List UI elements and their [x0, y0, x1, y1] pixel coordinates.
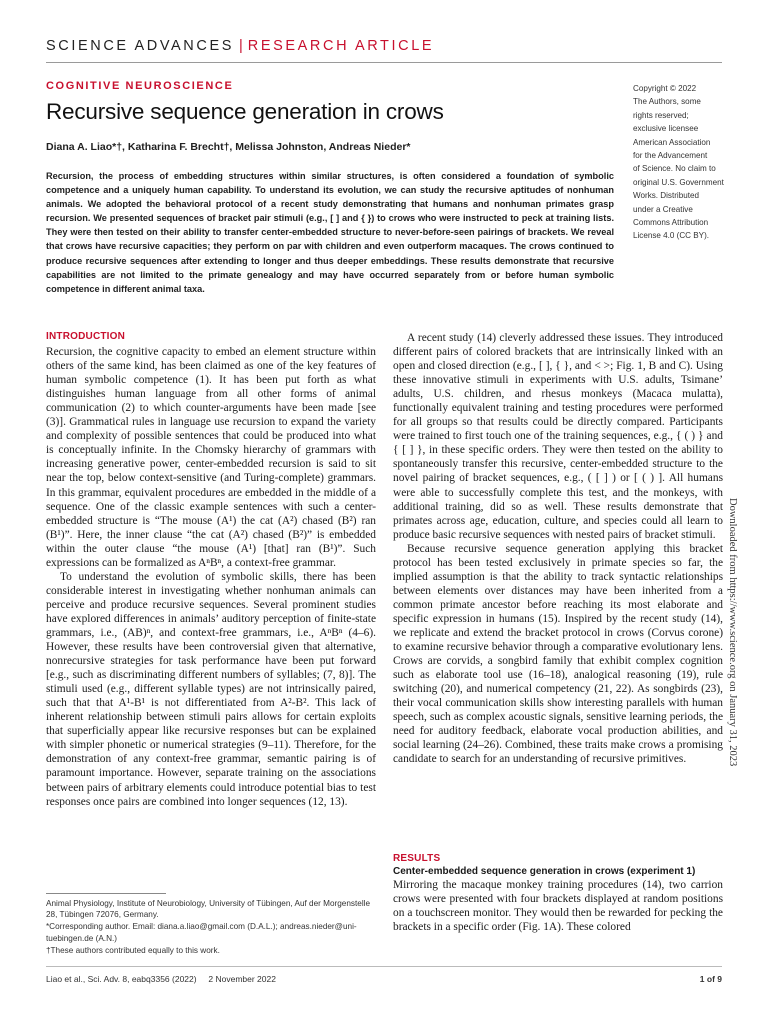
copyright-line: License 4.0 (CC BY).: [633, 231, 710, 241]
left-column: [46, 330, 376, 809]
right-paragraph-2: Because recursive sequence generation applying this bracket protocol has been tested exclusively in primate species so far, the implied assumption is that the ability to track syntactic relationships between elements over distances may have been inherited from a common primate ancestor before reaching its most elaborate and specific expression in humans (15). Inspired by the recent study (14), we replicate and extend the bracket protocol in crows (Corvus corone) to examine recursive behavior through a comparative evolutionary lens. Crows are corvids, a songbird family that exhibit complex cognition such as elaborate tool use (16–18), analogical reasoning (19), rule switching (20), and numerical competency (21, 22). As songbirds (23), their vocal communication skills show interesting parallels with human speech, such as complex acoustic signals, sensitive learning periods, the need for auditory feedback, elaborate vocal production abilities, and social learning (24–26). Combined, these traits make crows a promising candidate to search for an understanding of recursive primitives.: [393, 542, 723, 766]
copyright-line: The Authors, some: [633, 97, 701, 107]
article-category: COGNITIVE NEUROSCIENCE: [46, 80, 234, 92]
right-column: [393, 331, 723, 766]
copyright-line: original U.S. Government: [633, 177, 724, 187]
header-separator: |: [238, 38, 243, 54]
corresponding-author-note: *Corresponding author. Email: diana.a.liao@gmail.com (D.A.L.); andreas.nieder@uni-tuebingen.de (A.N.): [46, 922, 357, 943]
footnote-divider: [46, 893, 166, 894]
affiliation-note: Animal Physiology, Institute of Neurobiology, University of Tübingen, Auf der Morgenstelle 28, Tübingen 72076, Germany.: [46, 899, 371, 920]
journal-name: SCIENCE ADVANCES: [46, 38, 234, 54]
copyright-line: exclusive licensee: [633, 124, 699, 134]
results-section: [393, 853, 723, 934]
copyright-line: rights reserved;: [633, 110, 689, 120]
page-number: 1 of 9: [699, 974, 722, 984]
results-subheading: Center-embedded sequence generation in crows (experiment 1): [393, 866, 696, 877]
abstract: Recursion, the process of embedding structures within similar structures, is often considered a foundation of symbolic competence and a uniquely human capability. To understand its evolution, we can study the recursive aptitudes of nonhuman animals. We adopted the behavioral protocol of a recent study demonstrating that humans and nonhuman primates grasp recursion. We presented sequences of bracket pair stimuli (e.g., [ ] and { }) to crows who were instructed to peck at training lists. They were then tested on their ability to transfer center-embedded structure to never-before-seen pairings of brackets. We reveal that crows have recursive capacities; they perform on par with children and even outperform macaques. The crows continued to produce recursive sequences after extending to longer and thus deeper embeddings. These results demonstrate that recursive capabilities are not limited to the primate genealogy and may have occurred separately from or before human symbolic competence in different animal taxa.: [46, 171, 614, 294]
copyright-line: Copyright © 2022: [633, 84, 697, 93]
copyright-line: for the Advancement: [633, 151, 708, 161]
copyright-line: under a Creative: [633, 204, 693, 214]
introduction-heading: INTRODUCTION: [46, 331, 126, 342]
copyright-line: American Association: [633, 137, 711, 147]
article-type: RESEARCH ARTICLE: [247, 38, 435, 54]
equal-contribution-note: †These authors contributed equally to this work.: [46, 945, 220, 955]
copyright-line: of Science. No claim to: [633, 164, 716, 174]
header-divider: [46, 62, 722, 63]
download-watermark: Downloaded from https://www.science.org on January 31, 2023: [727, 498, 738, 767]
footnotes: [46, 898, 381, 957]
copyright-line: Works. Distributed: [633, 191, 699, 201]
article-title: Recursive sequence generation in crows: [46, 99, 444, 124]
introduction-paragraph-2: To understand the evolution of symbolic skills, there has been considerable interest in investigating whether nonhuman animals can perceive and produce recursive sequences. Several prominent studies have explored differences in animals’ auditory perception of finite-state grammars, i.e., (AB)ⁿ, and context-free grammars, i.e., AⁿBⁿ (4–6). However, these results have been controversial given that alternative, nonrecursive strategies for task performance have been put forward [e.g., such as discriminating different numbers of syllables; (7, 8)]. The stimuli used (e.g., different syllable types) are not intrinsically paired, such that that A¹-B¹ is not differentiated from A²-B². This lack of inherent relationship between stimuli pairs allows for certain exploits that superficially appear like recursive responses but can be explained with simpler phonetic or numerical strategies (9–11). Therefore, for the demonstration of any context-free grammar, semantic pairing is of paramount importance. However, separate training on the associations between pairs of arbitrary elements could introduce potential bias to test responses once pairs are combined into longer sequences (12, 13).: [46, 570, 376, 808]
introduction-paragraph-1: Recursion, the cognitive capacity to embed an element structure within others of the same kind, has been claimed as one of the key features of human symbolic competence (1). It has been put forth as what distinguishes human language from all other forms of animal communication (2) to which counter-arguments have been made [see (3)]. Grammatical rules in language use recursion to expand the variety and complexity of possible sentences that could be produced into what is conceptually infinite. In the Chomsky hierarchy of grammars with increasing generative power, center-embedded recursion is said to sit near the top, below context-sensitive (and Turing-complete) grammars. In this grammar, equivalent procedures are embedded in the middle of a sequence. One of the classic example sentences with such a center-embedded structure is “The mouse (A¹) the cat (A²) chased (B²) ran (B¹)”. Here, the inner clause “the cat (A²) chased (B²)” is embedded within the outer clause “the mouse (A¹) [that] ran (B¹)”. Such expressions can be formalized as AⁿBⁿ, a context-free grammar.: [46, 346, 376, 569]
results-paragraph-1: Mirroring the macaque monkey training procedures (14), two carrion crows were presented with four brackets displayed at random positions on a touchscreen monitor. They would then be rewarded for pecking the brackets in a specific order (Fig. 1A). These colored: [393, 879, 723, 934]
copyright-line: Commons Attribution: [633, 218, 709, 228]
footer-divider: [46, 966, 722, 967]
right-paragraph-1: A recent study (14) cleverly addressed these issues. They introduced different pairs of colored brackets that are intrinsically linked with an open and closed direction (e.g., [ ], { }, and < >; Fig. 1, B and C). Using these innovative stimuli in experiments with U.S. adults, Tsimane’ adults, U.S. children, and rhesus monkeys (Macaca mulatta), functionally equivalent training and testing procedures were performed for all groups so that results could be directly compared. Participants were trained to first touch one of the training sequences, e.g., { ( ) } and { [ ] }, in these specific orders. They were then tested on the ability to spontaneously transfer this recursive, center-embedded structure to the novel pairing of bracket sequences, e.g., ( [ ] ) or [ ( ) ]. All humans were able to successfully complete this test, and the monkeys, with additional training, did so as well. These results demonstrate that primates across age, education, culture, and species could all learn to produce basic recursive sequences with nested pairs of bracket stimuli.: [393, 332, 723, 541]
author-list: Diana A. Liao*†, Katharina F. Brecht†, Melissa Johnston, Andreas Nieder*: [46, 141, 411, 153]
copyright-notice: [633, 82, 733, 243]
journal-header: [46, 38, 434, 54]
results-heading: RESULTS: [393, 853, 441, 864]
footer-citation: Liao et al., Sci. Adv. 8, eabq3356 (2022) 2 November 2022: [46, 974, 276, 984]
